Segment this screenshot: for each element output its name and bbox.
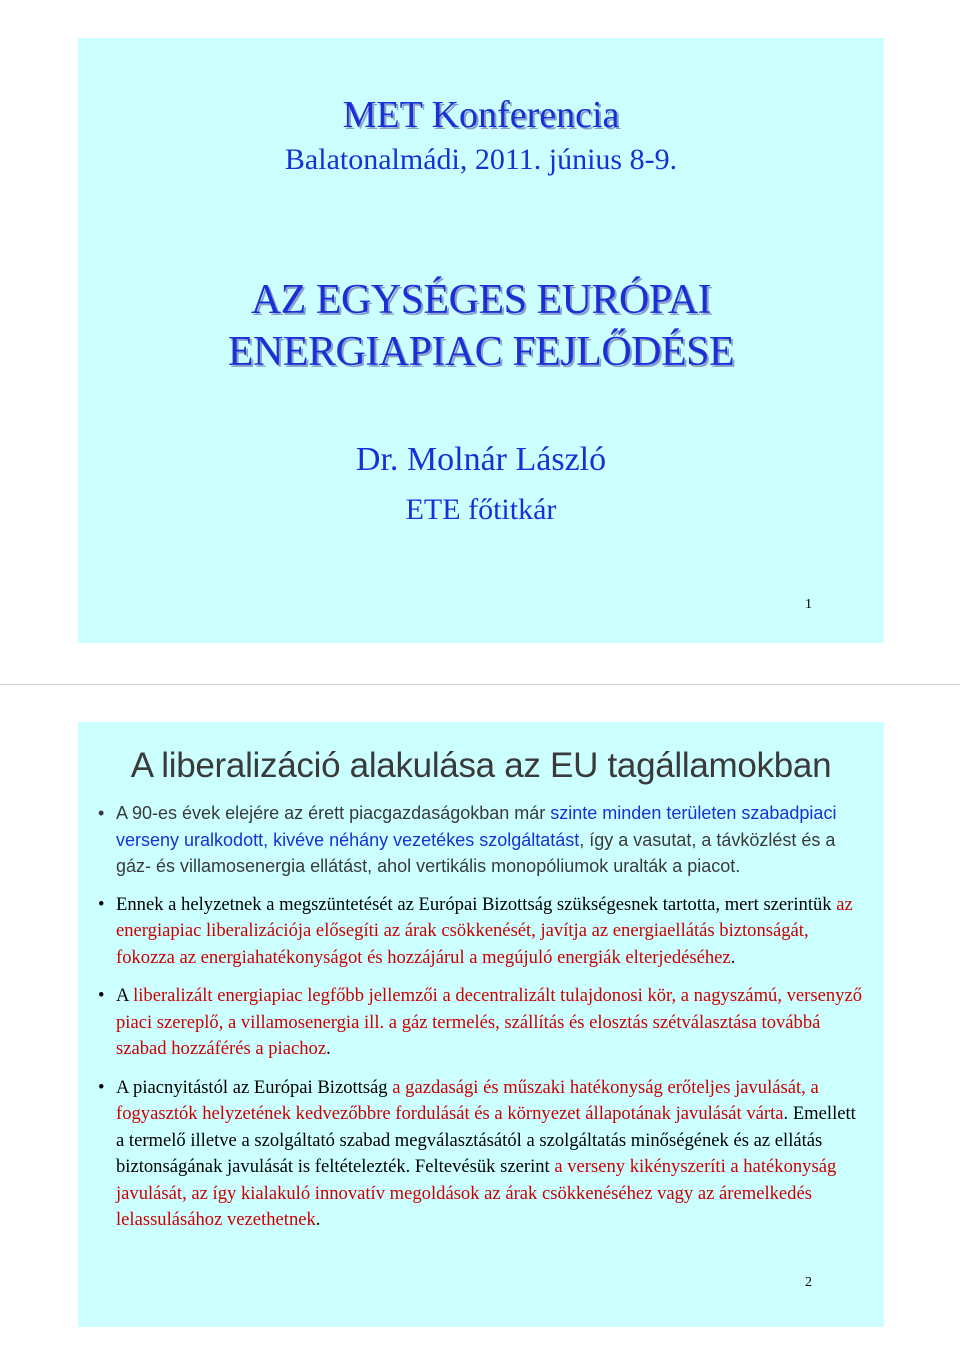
bullet-icon: • [98,893,105,915]
bullet-text: A 90-es évek elejére az érett piacgazdaságokban már [116,803,551,823]
bullet-text: , így a vasutat, a távközlést és a gáz- és villamosenergia ellátást, ahol vertikális monopóliumok uralták a piacot. [116,829,836,876]
bullet-text: . [730,946,736,968]
bullet-item [98,1075,868,1234]
title-slide [78,38,884,643]
conference-date-location: Balatonalmádi, 2011. június 8-9. [284,143,678,176]
bullet-icon: • [98,985,105,1006]
slide-title: A liberalizáció alakulása az EU tagállamokban [130,746,832,785]
presentation-title-line-2: ENERGIAPIAC FEJLŐDÉSE [227,329,735,375]
bullet-item [98,800,868,880]
page-number: 1 [805,597,812,612]
bullet-highlight: szinte minden területen szabadpiaci verseny uralkodott, kivéve néhány vezetékes szolgáltatást [116,803,837,850]
bullet-highlight: liberalizált energiapiac legfőbb jellemzői a decentralizált tulajdonosi kör, a nagyszámú, versenyző piaci szereplő, a villamosenergia ill. a gáz termelés, szállítás és elosztás szétválasztása továbbá szabad hozzáférés a piachoz [116,985,862,1059]
bullet-text: Ennek a helyzetnek a megszüntetését az Európai Bizottság szükségesnek tartotta, mert szerintük [116,893,837,915]
page-number: 2 [805,1275,812,1290]
bullet-text: . [326,1038,331,1059]
bullet-icon: • [98,803,105,823]
bullet-text: . Emellett a termelő illetve a szolgáltató szabad megválasztásától a szolgáltatás minőségének és az ellátás biztonságának javulását is feltételezték. Feltevésük szerint [116,1103,856,1177]
author-role: ETE főtitkár [405,493,557,526]
conference-title: MET Konferencia [342,94,620,136]
bullet-text: A [116,985,134,1006]
presentation-title [78,274,884,378]
bullet-highlight: a verseny kikényszeríti a hatékonyság javulását, az így kialakuló innovatív megoldások az árak csökkenéséhez vagy az áremelkedés lelassulásához vezethetnek [116,1156,837,1230]
page-divider [0,684,960,685]
bullet-icon: • [98,1076,105,1098]
bullet-item [98,983,868,1063]
presentation-title-line-1: AZ EGYSÉGES EURÓPAI [250,277,712,323]
bullet-highlight: a gazdasági és műszaki hatékonyság erőteljes javulását, a fogyasztók helyzetének kedvezőbbre fordulását és a környezet állapotának javulását várta [116,1076,819,1124]
author-name: Dr. Molnár László [355,441,607,478]
bullet-highlight: az energiapiac liberalizációja elősegíti az árak csökkenését, javítja az energiaellátás biztonságát, fokozza az energiahatékonyságot és hozzájárul a megújuló energiák elterjedéséhez [116,893,853,968]
bullet-text: . [315,1209,321,1230]
bullet-item [98,892,868,972]
content-slide [78,722,884,1327]
bullet-text: A piacnyitástól az Európai Bizottság [116,1076,393,1098]
bullet-list [98,800,868,1246]
